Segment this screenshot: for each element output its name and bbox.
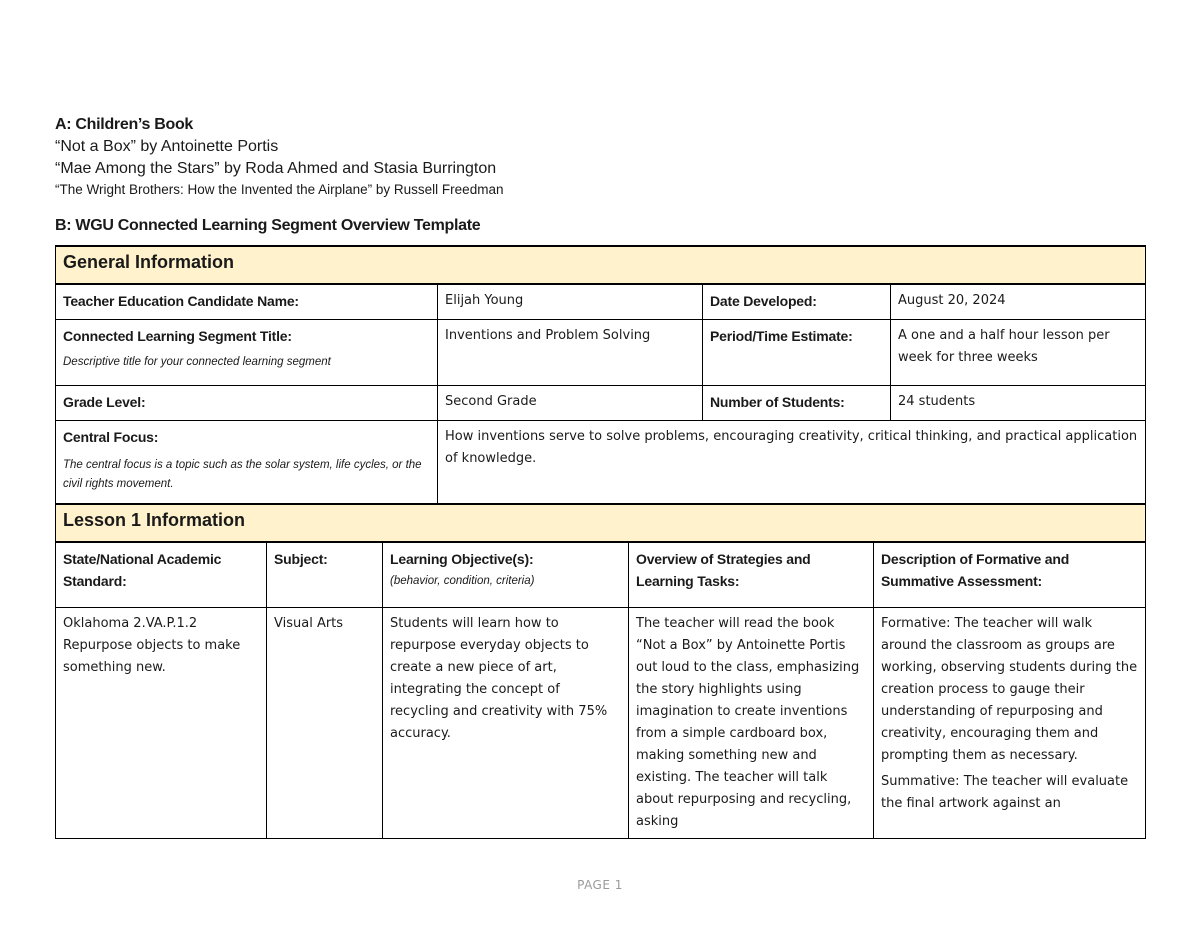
page-number: PAGE 1	[577, 878, 623, 892]
section-a-heading: A: Children’s Book	[55, 116, 194, 133]
header-strategies-cell	[629, 542, 874, 607]
row-subject: Visual Arts	[267, 607, 383, 838]
header-objective-note: (behavior, condition, criteria)	[390, 575, 535, 587]
lesson-1-table	[55, 503, 1146, 839]
book-title-2: “Mae Among the Stars” by Roda Ahmed and Stasia Burrington	[55, 160, 497, 177]
row-summative: Summative: The teacher will evaluate the final artwork against an	[881, 773, 1129, 811]
row-standard: Oklahoma 2.VA.P.1.2 Repurpose objects to make something new.	[56, 607, 267, 838]
candidate-label-cell	[56, 284, 438, 320]
general-information-table	[55, 245, 1146, 504]
title-label: Connected Learning Segment Title:	[63, 328, 292, 344]
row-objective: Students will learn how to repurpose everyday objects to create a new piece of art, integrating the concept of recycling and creativity with 75% accuracy.	[383, 607, 629, 838]
header-objective-cell	[383, 542, 629, 607]
grade-value: Second Grade	[438, 386, 703, 421]
candidate-label: Teacher Education Candidate Name:	[63, 293, 299, 309]
document-page	[55, 114, 1145, 839]
header-assessment: Description of Formative and Summative Assessment:	[881, 551, 1070, 589]
focus-label-cell	[56, 421, 438, 504]
date-label-cell	[703, 284, 891, 320]
row-strategies: The teacher will read the book “Not a Box” by Antoinette Portis out loud to the class, emphasizing the story highlights using imagination to create inventions from a simple cardboard box, making something new and existing. The teacher will talk about repurposing and recycling, asking	[629, 607, 874, 838]
focus-note: The central focus is a topic such as the solar system, life cycles, or the civil rights movement.	[63, 459, 422, 490]
students-label-cell	[703, 386, 891, 421]
header-subject-cell	[267, 542, 383, 607]
book-title-1: “Not a Box” by Antoinette Portis	[55, 138, 279, 155]
date-label: Date Developed:	[710, 293, 817, 309]
focus-label: Central Focus:	[63, 429, 159, 445]
book-title-3: “The Wright Brothers: How the Invented the Airplane” by Russell Freedman	[55, 182, 504, 197]
period-value: A one and a half hour lesson per week for three weeks	[891, 320, 1146, 386]
focus-value: How inventions serve to solve problems, encouraging creativity, critical thinking, and practical application of knowledge.	[438, 421, 1146, 504]
grade-label: Grade Level:	[63, 394, 146, 410]
date-value: August 20, 2024	[891, 284, 1146, 320]
general-information-band: General Information	[56, 246, 1146, 284]
lesson-1-band: Lesson 1 Information	[56, 504, 1146, 542]
header-standard: State/National Academic Standard:	[63, 551, 222, 589]
header-objective: Learning Objective(s):	[390, 551, 534, 567]
title-value: Inventions and Problem Solving	[438, 320, 703, 386]
header-strategies: Overview of Strategies and Learning Tasks:	[636, 551, 811, 589]
header-standard-cell	[56, 542, 267, 607]
period-label: Period/Time Estimate:	[710, 328, 853, 344]
row-formative: Formative: The teacher will walk around the classroom as groups are working, observing students during the creation process to gauge their understanding of repurposing and creativity, encouraging them and prompting them as necessary.	[881, 615, 1138, 763]
header-assessment-cell	[874, 542, 1146, 607]
grade-label-cell	[56, 386, 438, 421]
students-value: 24 students	[891, 386, 1146, 421]
section-b-heading: B: WGU Connected Learning Segment Overview Template	[55, 217, 481, 234]
title-note: Descriptive title for your connected learning segment	[63, 356, 331, 368]
students-label: Number of Students:	[710, 394, 845, 410]
row-assessment-cell	[874, 607, 1146, 838]
title-label-cell	[56, 320, 438, 386]
header-subject: Subject:	[274, 551, 328, 567]
candidate-value: Elijah Young	[438, 284, 703, 320]
period-label-cell	[703, 320, 891, 386]
